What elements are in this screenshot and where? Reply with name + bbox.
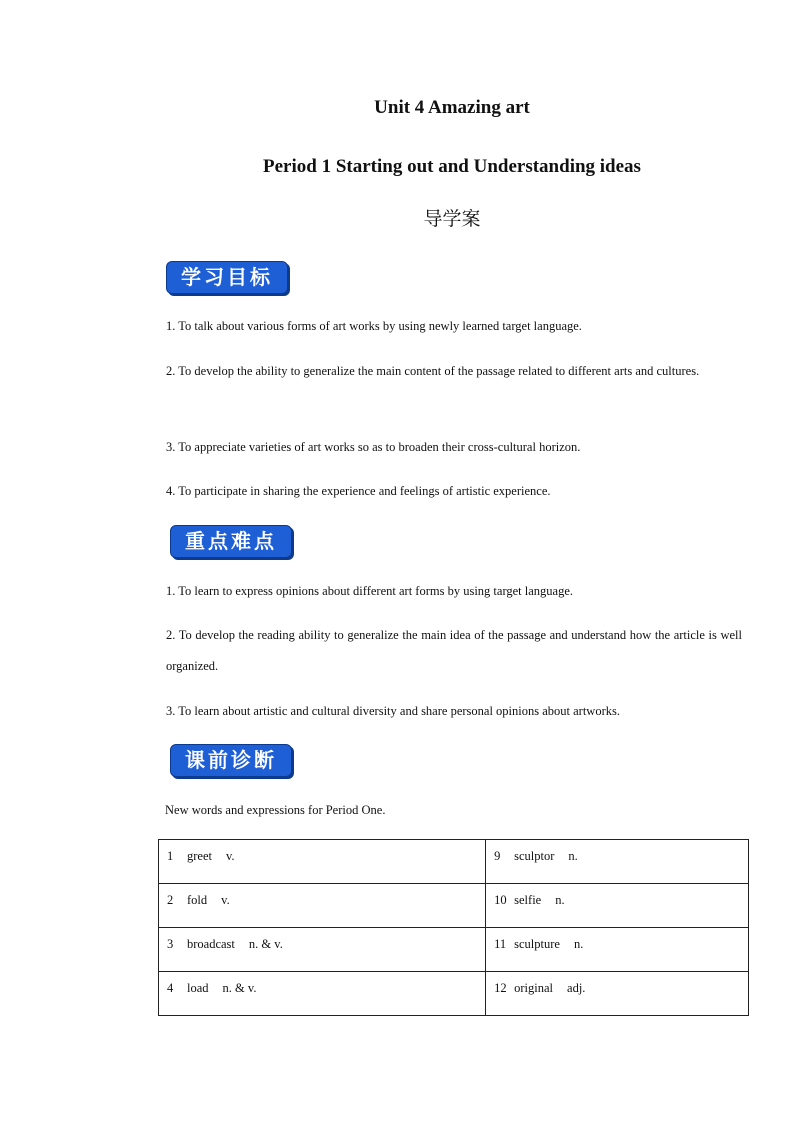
vocab-pos: v. [221, 893, 230, 907]
objective-item: 1. To talk about various forms of art works by using newly learned target language. [166, 319, 582, 333]
diagnosis-badge: 课前诊断 [170, 744, 292, 777]
vocab-cell [486, 884, 749, 928]
vocab-word: fold [187, 893, 208, 907]
vocab-word: greet [187, 849, 212, 863]
vocab-number: 12 [494, 981, 507, 995]
vocab-number: 4 [167, 981, 174, 995]
key-point-item: 3. To learn about artistic and cultural diversity and share personal opinions about artworks. [166, 704, 620, 718]
table-row [159, 972, 749, 1016]
vocab-pos: n. [555, 893, 565, 907]
key-point-item: 2. To develop the reading ability to generalize the main idea of the passage and understand how the article is well organized. [166, 628, 742, 673]
vocab-cell [486, 928, 749, 972]
vocab-cell [159, 884, 486, 928]
vocab-number: 1 [167, 849, 174, 863]
vocab-number: 10 [494, 893, 507, 907]
vocab-word: sculptor [514, 849, 555, 863]
table-row [159, 884, 749, 928]
objectives-badge: 学习目标 [166, 261, 288, 294]
vocab-cell [486, 840, 749, 884]
table-row [159, 840, 749, 884]
vocab-word: load [187, 981, 209, 995]
objective-item: 3. To appreciate varieties of art works so as to broaden their cross-cultural horizon. [166, 440, 581, 454]
vocab-cell [486, 972, 749, 1016]
table-row [159, 928, 749, 972]
unit-title: Unit 4 Amazing art [374, 97, 530, 118]
vocab-pos: v. [225, 849, 235, 863]
vocab-word: selfie [514, 893, 542, 907]
vocab-number: 11 [494, 937, 507, 951]
doc-type-label: 导学案 [423, 208, 481, 230]
vocab-number: 2 [167, 893, 174, 907]
vocab-pos: n. [568, 849, 578, 863]
period-title: Period 1 Starting out and Understanding ideas [263, 156, 641, 177]
vocab-cell [159, 972, 486, 1016]
vocab-intro: New words and expressions for Period One. [165, 803, 386, 817]
vocab-table [158, 839, 749, 1016]
vocab-word: broadcast [187, 937, 235, 951]
vocab-cell [159, 928, 486, 972]
vocab-cell [159, 840, 486, 884]
objective-item: 2. To develop the ability to generalize the main content of the passage related to different arts and cultures. [166, 364, 700, 378]
vocab-number: 3 [167, 937, 174, 951]
objective-item: 4. To participate in sharing the experience and feelings of artistic experience. [166, 484, 551, 498]
key-point-item: 1. To learn to express opinions about different art forms by using target language. [166, 584, 574, 598]
key-points-badge: 重点难点 [170, 525, 292, 558]
vocab-word: sculpture [514, 937, 560, 951]
vocab-pos: adj. [567, 981, 586, 995]
vocab-word: original [514, 981, 554, 995]
vocab-pos: n. & v. [248, 937, 283, 951]
vocab-pos: n. [573, 937, 584, 951]
vocab-pos: n. & v. [222, 981, 257, 995]
vocab-number: 9 [494, 849, 501, 863]
